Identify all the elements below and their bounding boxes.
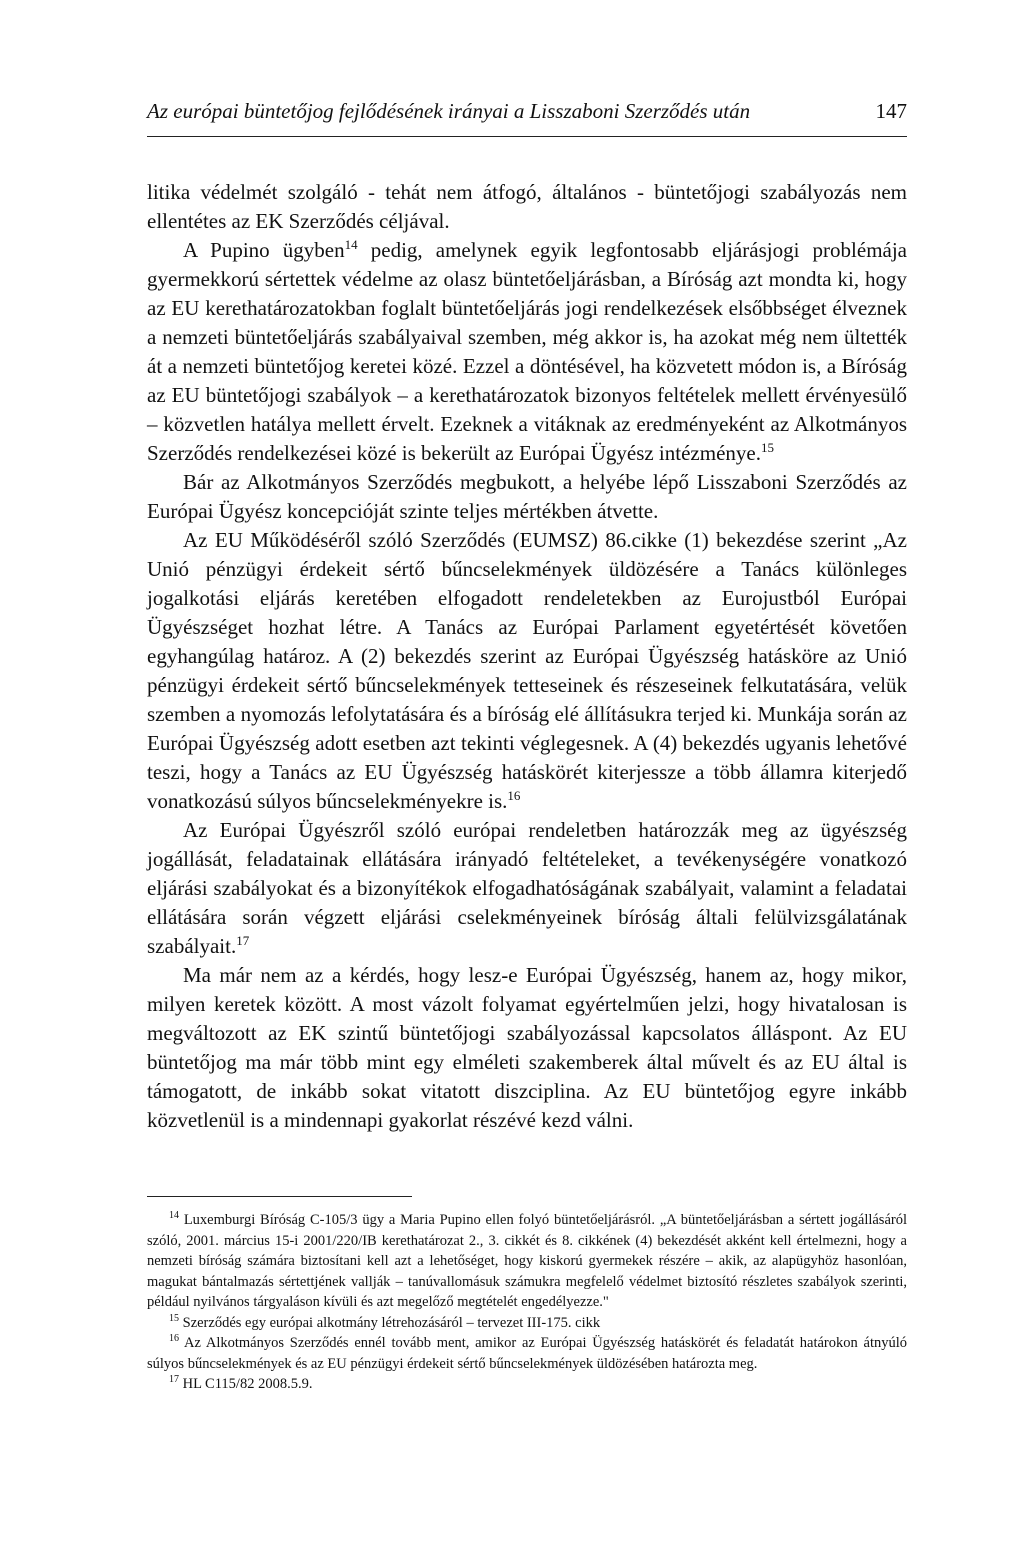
paragraph-6-text: Ma már nem az a kérdés, hogy lesz-e Európai Ügyészség, hanem az, hogy mikor, milyen keretek között. A most vázolt folyamat egyértelműen jelzi, hogy hivatalosan is megváltozott az EK szintű büntetőjogi szabályozással kapcsolatos álláspont. Az EU büntetőjog ma már több mint egy elméleti szakemberek által művelt és az EU által is támogatott, de inkább sokat vitatott diszciplina. Az EU büntetőjog egyre inkább közvetlenül is a mindennapi gyakorlat részévé kezd válni. [147, 963, 907, 1132]
running-header [147, 96, 907, 137]
footnote-text: HL C115/82 2008.5.9. [179, 1376, 313, 1392]
footnote-number: 17 [169, 1374, 179, 1386]
paragraph-3 [147, 468, 907, 526]
paragraph-2-text-a: A Pupino ügyben [183, 238, 345, 262]
paragraph-6 [147, 961, 907, 1135]
footnotes [147, 1210, 907, 1395]
paragraph-4-text: Az EU Működéséről szóló Szerződés (EUMSZ) 86.cikke (1) bekezdése szerint „Az Unió pénzügyi érdekeit sértő bűncselekmények üldözésére a Tanács különleges jogalkotási eljárás keretében elfogadott rendeletekben az Eurojustból Európai Ügyészséget hozhat létre. A Tanács az Európai Parlament egyetértését követően egyhangúlag határoz. A (2) bekezdés szerint az Európai Ügyészség hatásköre az Unió pénzügyi érdekeit sértő bűncselekmények tetteseinek és részeseinek felkutatására, velük szemben a nyomozás lefolytatására és a bíróság elé állításukra terjed ki. Munkája során az Európai Ügyészség adott esetben azt tekinti véglegesnek. A (4) bekezdés ugyanis lehetővé teszi, hogy a Tanács az EU Ügyészség hatáskörét kiterjessze a több államra kiterjedő vonatkozású súlyos bűncselekményekre is. [147, 528, 907, 813]
header-title: Az európai büntetőjog fejlődésének irányai a Lisszaboni Szerződés után [147, 99, 751, 123]
footnote-number: 16 [169, 1333, 179, 1345]
paragraph-4 [147, 526, 907, 816]
paragraph-1-text: litika védelmét szolgáló - tehát nem átfogó, általános - büntetőjogi szabályozás nem ellentétes az EK Szerződés céljával. [147, 180, 907, 233]
page-number: 147 [875, 99, 907, 123]
paragraph-2-text-b: pedig, amelynek egyik legfontosabb eljárásjogi problémája gyermekkorú sértettek védelme az olasz büntetőeljárásban, a Bíróság azt mondta ki, hogy az EU kerethatározatokban foglalt büntetőeljárás jogi rendelkezések elsőbbséget élveznek a nemzeti büntetőeljárás szabályaival szemben, még akkor is, ha azokat még nem ültették át a nemzeti büntetőjog keretei közé. Ezzel a döntésével, ha közvetett módon is, a Bíróság az EU büntetőjogi szabályok – a kerethatározatok bizonyos feltételek mellett érvényesülő – közvetlen hatálya mellett érvelt. Ezeknek a vitáknak az eredményeként az Alkotmányos Szerződés rendelkezései közé is bekerült az Európai Ügyész intézménye. [147, 238, 907, 465]
paragraph-3-text: Bár az Alkotmányos Szerződés megbukott, a helyébe lépő Lisszaboni Szerződés az Európai Ügyész koncepcióját szinte teljes mértékben átvette. [147, 470, 907, 523]
footnote-15 [147, 1313, 907, 1334]
footnote-ref-14: 14 [344, 237, 358, 252]
paragraph-2 [147, 236, 907, 468]
footnote-text: Szerződés egy európai alkotmány létrehozásáról – tervezet III-175. cikk [179, 1314, 601, 1331]
footnote-number: 14 [169, 1210, 179, 1222]
paragraph-1 [147, 178, 907, 236]
footnote-ref-15: 15 [760, 440, 774, 455]
paragraph-5 [147, 816, 907, 961]
footnote-17 [147, 1374, 907, 1395]
paragraph-5-text: Az Európai Ügyészről szóló európai rendeletben határozzák meg az ügyészség jogállását, feladatainak ellátására irányadó feltételeket, a tevékenységére vonatkozó eljárási szabályokat és a bizonyítékok elfogadhatóságának szabályait, valamint a feladatai ellátására során végzett eljárási cselekményeinek bíróság általi felülvizsgálatának szabályait. [147, 818, 907, 958]
footnote-text: Az Alkotmányos Szerződés ennél tovább ment, amikor az Európai Ügyészség hatáskörét és feladatát határokon átnyúló súlyos bűncselekmények és az EU pénzügyi érdekeit sértő bűncselekmények üldözésében határozta meg. [147, 1335, 907, 1372]
footnote-number: 15 [169, 1312, 179, 1324]
footnote-ref-16: 16 [507, 788, 521, 803]
footnote-separator [147, 1196, 412, 1197]
main-text [147, 178, 907, 1135]
footnote-16 [147, 1333, 907, 1374]
footnote-ref-17: 17 [236, 933, 250, 948]
footnote-14 [147, 1210, 907, 1313]
footnote-text: Luxemburgi Bíróság C-105/3 ügy a Maria Pupino ellen folyó büntetőeljárásról. „A büntetőeljárásban a sértett jogállásáról szóló, 2001. március 15-i 2001/220/IB kerethatározat 2., 3. cikkét és 8. cikkének (4) bekezdését akként kell értelmezni, hogy a nemzeti bíróság számára biztosítani kell azt a lehetőséget, hogy kiskorú gyermekek részére – akik, az alapügyhöz hasonlóan, magukat bántalmazás sértettjének vallják – tanúvallomásuk számukra megfelelő védelmet biztosító részletes szabályok szerinti, például nyilvános tárgyaláson kívüli és azt megelőző megtételét engedélyezze." [147, 1212, 907, 1310]
